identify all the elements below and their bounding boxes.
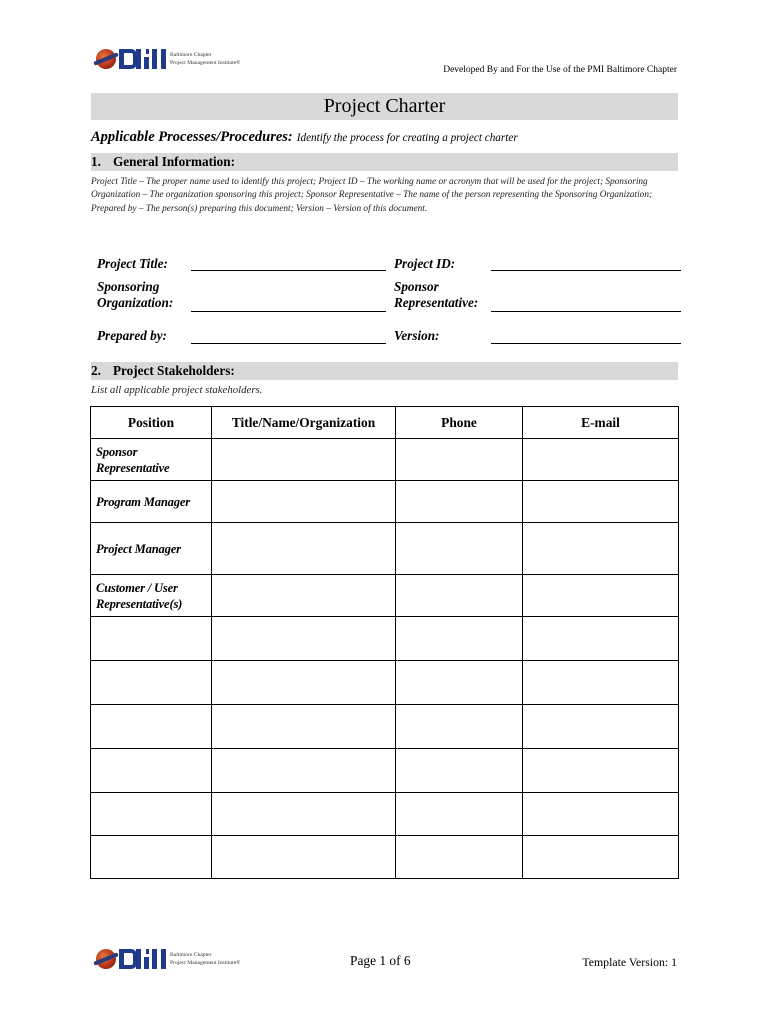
cell-email[interactable] <box>523 439 679 481</box>
pmi-logo-mark <box>96 949 166 969</box>
cell-email[interactable] <box>523 705 679 749</box>
page-number: Page 1 of 6 <box>350 953 411 968</box>
template-version: Template Version: 1 <box>582 955 677 969</box>
version-label: Version: <box>394 328 440 343</box>
table-row <box>91 575 679 617</box>
cell-email[interactable] <box>523 836 679 879</box>
sponsor-representative-field[interactable] <box>491 311 681 312</box>
cell-phone[interactable] <box>396 793 523 836</box>
cell-email[interactable] <box>523 793 679 836</box>
cell-phone[interactable] <box>396 523 523 575</box>
pmi-logo <box>96 49 240 69</box>
cell-position[interactable] <box>91 575 212 617</box>
header-note: Developed By and For the Use of the PMI Baltimore Chapter <box>443 65 677 75</box>
footer-pmi-logo <box>96 949 240 969</box>
logo-text: Baltimore Chapter Project Management Institute® <box>170 52 241 66</box>
cell-title-name-organization[interactable] <box>212 661 396 705</box>
cell-phone[interactable] <box>396 836 523 879</box>
project-title-label: Project Title: <box>97 256 168 271</box>
position-label-line: Program Manager <box>96 494 190 509</box>
cell-title-name-organization[interactable] <box>212 749 396 793</box>
cell-position[interactable] <box>91 617 212 661</box>
section-heading-general-information: 1. General Information: <box>91 153 678 171</box>
cell-email[interactable] <box>523 481 679 523</box>
cell-email[interactable] <box>523 575 679 617</box>
cell-email[interactable] <box>523 749 679 793</box>
project-title-field[interactable] <box>191 270 386 271</box>
cell-title-name-organization[interactable] <box>212 836 396 879</box>
cell-phone[interactable] <box>396 481 523 523</box>
cell-phone[interactable] <box>396 705 523 749</box>
cell-phone[interactable] <box>396 617 523 661</box>
globe-icon <box>96 949 116 969</box>
cell-phone[interactable] <box>396 749 523 793</box>
cell-title-name-organization[interactable] <box>212 617 396 661</box>
table-row <box>91 439 679 481</box>
section-heading-project-stakeholders: 2. Project Stakeholders: <box>91 362 678 380</box>
cell-position[interactable] <box>91 523 212 575</box>
general-information-description: Project Title – The proper name used to identify this project; Project ID – The working name or acronym that will be used for the project; Sponsoring Organization – The organization sponsoring this project; Sponsor Representative – The name of the person representing the Sponsoring Organization; Prepared by – The person(s) preparing this document; Version – Version of this document. <box>91 177 653 214</box>
project-id-field[interactable] <box>491 270 681 271</box>
table-row <box>91 481 679 523</box>
globe-icon <box>96 49 116 69</box>
project-id-label: Project ID: <box>394 256 456 271</box>
cell-email[interactable] <box>523 617 679 661</box>
cell-title-name-organization[interactable] <box>212 575 396 617</box>
cell-phone[interactable] <box>396 661 523 705</box>
processes-value: Identify the process for creating a project charter <box>296 132 518 144</box>
pmi-logo-mark <box>96 49 166 69</box>
sponsoring-organization-label: Sponsoring Organization: <box>97 279 174 310</box>
processes-label: Applicable Processes/Procedures: <box>91 129 293 145</box>
cell-title-name-organization[interactable] <box>212 793 396 836</box>
column-header-title-name-organization: Title/Name/Organization <box>212 407 396 439</box>
table-row <box>91 523 679 575</box>
column-header-position: Position <box>91 407 212 439</box>
position-label-line: Project Manager <box>96 541 181 556</box>
prepared-by-label: Prepared by: <box>97 328 167 343</box>
table-row <box>91 793 679 836</box>
cell-position[interactable] <box>91 836 212 879</box>
position-label-line: Representative(s) <box>96 596 183 611</box>
sponsor-representative-label: Sponsor Representative: <box>394 279 479 310</box>
cell-position[interactable] <box>91 661 212 705</box>
stakeholders-table <box>90 406 679 879</box>
cell-position[interactable] <box>91 439 212 481</box>
cell-email[interactable] <box>523 523 679 575</box>
column-header-email: E-mail <box>523 407 679 439</box>
cell-phone[interactable] <box>396 575 523 617</box>
cell-position[interactable] <box>91 749 212 793</box>
column-header-phone: Phone <box>396 407 523 439</box>
table-header-row <box>91 407 679 439</box>
cell-title-name-organization[interactable] <box>212 705 396 749</box>
position-label-line: Representative <box>96 460 170 475</box>
logo-text: Baltimore Chapter Project Management Institute® <box>170 952 241 966</box>
cell-position[interactable] <box>91 793 212 836</box>
table-row <box>91 661 679 705</box>
cell-email[interactable] <box>523 661 679 705</box>
version-field[interactable] <box>491 343 681 344</box>
cell-title-name-organization[interactable] <box>212 439 396 481</box>
cell-position[interactable] <box>91 705 212 749</box>
cell-phone[interactable] <box>396 439 523 481</box>
cell-title-name-organization[interactable] <box>212 481 396 523</box>
cell-title-name-organization[interactable] <box>212 523 396 575</box>
table-row <box>91 836 679 879</box>
table-row <box>91 617 679 661</box>
table-row <box>91 705 679 749</box>
applicable-processes <box>91 128 518 146</box>
sponsoring-organization-field[interactable] <box>191 311 386 312</box>
stakeholders-note: List all applicable project stakeholders. <box>91 384 263 396</box>
prepared-by-field[interactable] <box>191 343 386 344</box>
position-label-line: Customer / User <box>96 580 178 595</box>
position-label-line: Sponsor <box>96 444 138 459</box>
document-title: Project Charter <box>91 93 678 120</box>
cell-position[interactable] <box>91 481 212 523</box>
table-row <box>91 749 679 793</box>
